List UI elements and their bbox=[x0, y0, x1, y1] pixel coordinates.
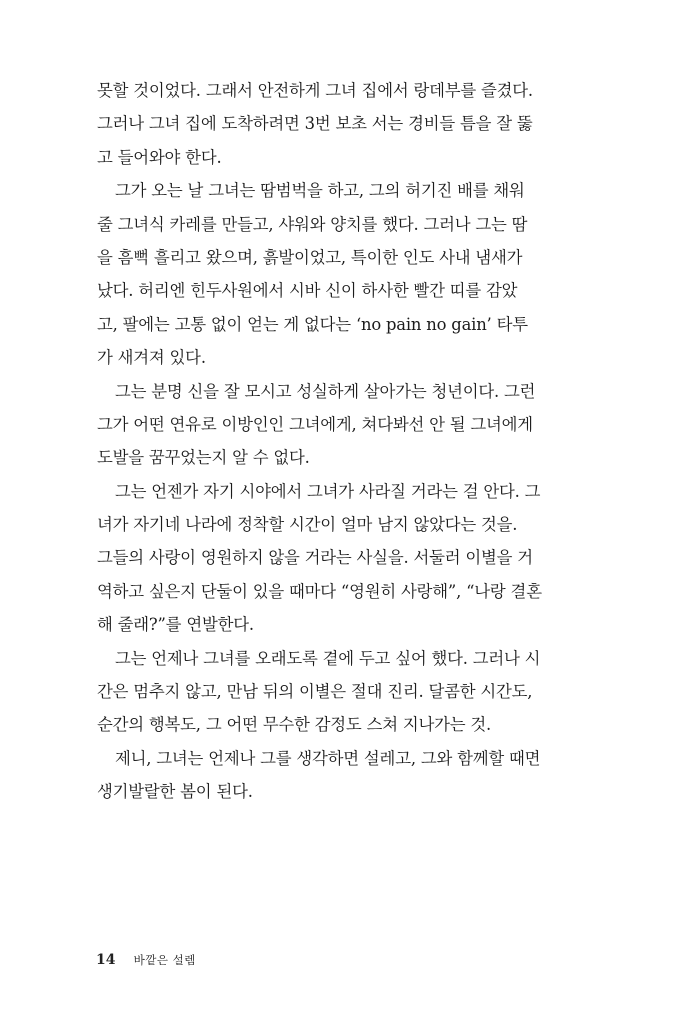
text-line: 그들의 사랑이 영원하지 않을 거라는 사실을. 서둘러 이별을 거 bbox=[97, 548, 533, 568]
text-line: 역하고 싶은지 단둘이 있을 때마다 “영원히 사랑해”, “나랑 결혼 bbox=[97, 581, 542, 601]
text-line: 녀가 자기네 나라에 정착할 시간이 얼마 남지 않았다는 것을. bbox=[97, 515, 518, 535]
running-title: 바깥은 설렘 bbox=[133, 953, 196, 967]
text-line: 고 들어와야 한다. bbox=[97, 147, 222, 167]
text-line: 났다. 허리엔 힌두사원에서 시바 신이 하사한 빨간 띠를 감았 bbox=[97, 281, 518, 301]
text-line: 간은 멈추지 않고, 만남 뒤의 이별은 절대 진리. 달콤한 시간도, bbox=[97, 682, 533, 702]
text-line: 그는 언젠가 자기 시야에서 그녀가 사라질 거라는 걸 안다. 그 bbox=[115, 481, 541, 501]
body-text bbox=[97, 74, 587, 809]
text-line: 순간의 행복도, 그 어떤 무수한 감정도 스쳐 지나가는 것. bbox=[97, 715, 492, 735]
text-line: 못할 것이었다. 그래서 안전하게 그녀 집에서 랑데부를 즐겼다. bbox=[97, 81, 533, 100]
text-line: 줄 그녀식 카레를 만들고, 샤워와 양치를 했다. 그러나 그는 땀 bbox=[97, 214, 528, 234]
paragraph-2 bbox=[97, 174, 587, 374]
text-line: 해 줄래?”를 연발한다. bbox=[97, 615, 254, 635]
paragraph-3 bbox=[97, 375, 587, 475]
paragraph-4 bbox=[97, 475, 587, 642]
text-line: 을 흠뻑 흘리고 왔으며, 흙발이었고, 특이한 인도 사내 냄새가 bbox=[97, 247, 523, 267]
text-line: 그러나 그녀 집에 도착하려면 3번 보초 서는 경비들 틈을 잘 뚫 bbox=[97, 114, 533, 134]
text-line: 그가 어떤 연유로 이방인인 그녀에게, 쳐다봐선 안 될 그녀에게 bbox=[97, 414, 533, 434]
text-line: 도발을 꿈꾸었는지 알 수 없다. bbox=[97, 448, 310, 468]
paragraph-5 bbox=[97, 642, 587, 742]
text-line: 가 새겨져 있다. bbox=[97, 348, 206, 368]
text-line: 그가 오는 날 그녀는 땀범벅을 하고, 그의 허기진 배를 채워 bbox=[115, 181, 525, 201]
page-footer bbox=[96, 952, 196, 968]
paragraph-6 bbox=[97, 742, 587, 809]
page-number: 14 bbox=[96, 952, 116, 968]
text-line: 고, 팔에는 고통 없이 얻는 게 없다는 ‘no pain no gain’ 타투 bbox=[97, 314, 528, 334]
text-line: 제니, 그녀는 언제나 그를 생각하면 설레고, 그와 함께할 때면 bbox=[115, 748, 541, 768]
paragraph-1 bbox=[97, 74, 587, 174]
text-line: 그는 언제나 그녀를 오래도록 곁에 두고 싶어 했다. 그러나 시 bbox=[115, 648, 541, 668]
text-line: 생기발랄한 봄이 된다. bbox=[97, 782, 253, 802]
text-line: 그는 분명 신을 잘 모시고 성실하게 살아가는 청년이다. 그런 bbox=[115, 381, 536, 401]
